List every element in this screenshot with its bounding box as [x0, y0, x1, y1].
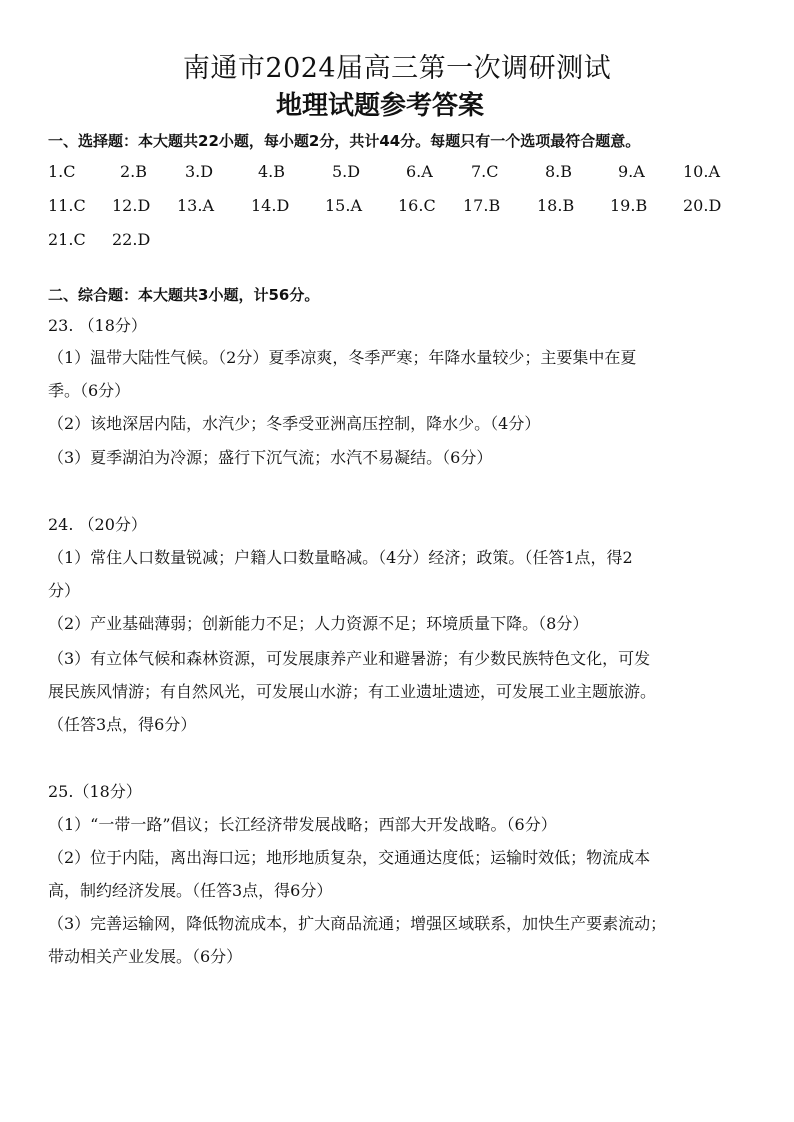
answer-item: 8.B — [545, 162, 573, 181]
section2-heading: 二、综合题：本大题共3小题，计56分。 — [48, 286, 320, 304]
q25-line: （2）位于内陆，离出海口远；地形地质复杂，交通通达度低；运输时效低；物流成本 — [48, 848, 651, 867]
answer-item: 18.B — [537, 196, 575, 215]
q25-line: （1）“一带一路”倡议；长江经济带发展战略；西部大开发战略。（6分） — [48, 815, 557, 834]
answer-row-3 — [48, 228, 748, 252]
q25-line: 高，制约经济发展。（任答3点，得6分） — [48, 881, 333, 900]
q23-title: 23. （18分） — [48, 316, 147, 335]
q23-line: （1）温带大陆性气候。（2分）夏季凉爽，冬季严寒；年降水量较少；主要集中在夏 — [48, 348, 637, 367]
q23-line: （3）夏季湖泊为冷源；盛行下沉气流；水汽不易凝结。（6分） — [48, 448, 493, 467]
answer-item: 6.A — [406, 162, 433, 181]
q24-line: （2）产业基础薄弱；创新能力不足；人力资源不足；环境质量下降。（8分） — [48, 614, 589, 633]
q24-line: （任答3点，得6分） — [48, 715, 197, 734]
q23-line: （2）该地深居内陆，水汽少；冬季受亚洲高压控制，降水少。（4分） — [48, 414, 541, 433]
q25-line: （3）完善运输网，降低物流成本，扩大商品流通；增强区域联系，加快生产要素流动； — [48, 914, 667, 933]
section1-heading: 一、选择题：本大题共22小题，每小题2分，共计44分。每题只有一个选项最符合题意。 — [48, 132, 641, 150]
answer-row-2 — [48, 194, 748, 218]
q24-line: （3）有立体气候和森林资源，可发展康养产业和避暑游；有少数民族特色文化，可发 — [48, 649, 651, 668]
answer-item: 10.A — [683, 162, 720, 181]
answer-item: 20.D — [683, 196, 722, 215]
q24-line: 展民族风情游；有自然风光，可发展山水游；有工业遗址遗迹，可发展工业主题旅游。 — [48, 682, 657, 701]
exam-title: 南通市2024届高三第一次调研测试 — [182, 53, 612, 84]
q24-line: 分） — [48, 581, 81, 600]
answer-item: 5.D — [332, 162, 361, 181]
answer-item: 12.D — [112, 196, 151, 215]
q23-line: 季。（6分） — [48, 381, 131, 400]
q24-line: （1）常住人口数量锐减；户籍人口数量略减。（4分）经济；政策。（任答1点，得2 — [48, 548, 633, 567]
answer-item: 16.C — [398, 196, 436, 215]
answer-item: 4.B — [258, 162, 286, 181]
exam-subtitle: 地理试题参考答案 — [275, 91, 484, 121]
answer-item: 22.D — [112, 230, 151, 249]
answer-item: 14.D — [251, 196, 290, 215]
answer-row-1 — [48, 160, 748, 184]
answer-item: 1.C — [48, 162, 76, 181]
q25-title: 25.（18分） — [48, 782, 142, 801]
q25-line: 带动相关产业发展。（6分） — [48, 947, 243, 966]
answer-item: 21.C — [48, 230, 86, 249]
answer-item: 17.B — [463, 196, 501, 215]
answer-item: 3.D — [185, 162, 214, 181]
answer-item: 11.C — [48, 196, 86, 215]
answer-item: 2.B — [120, 162, 148, 181]
answer-item: 7.C — [471, 162, 499, 181]
answer-item: 15.A — [325, 196, 362, 215]
q24-title: 24. （20分） — [48, 515, 147, 534]
answer-item: 13.A — [177, 196, 214, 215]
answer-item: 19.B — [610, 196, 648, 215]
answer-item: 9.A — [618, 162, 645, 181]
